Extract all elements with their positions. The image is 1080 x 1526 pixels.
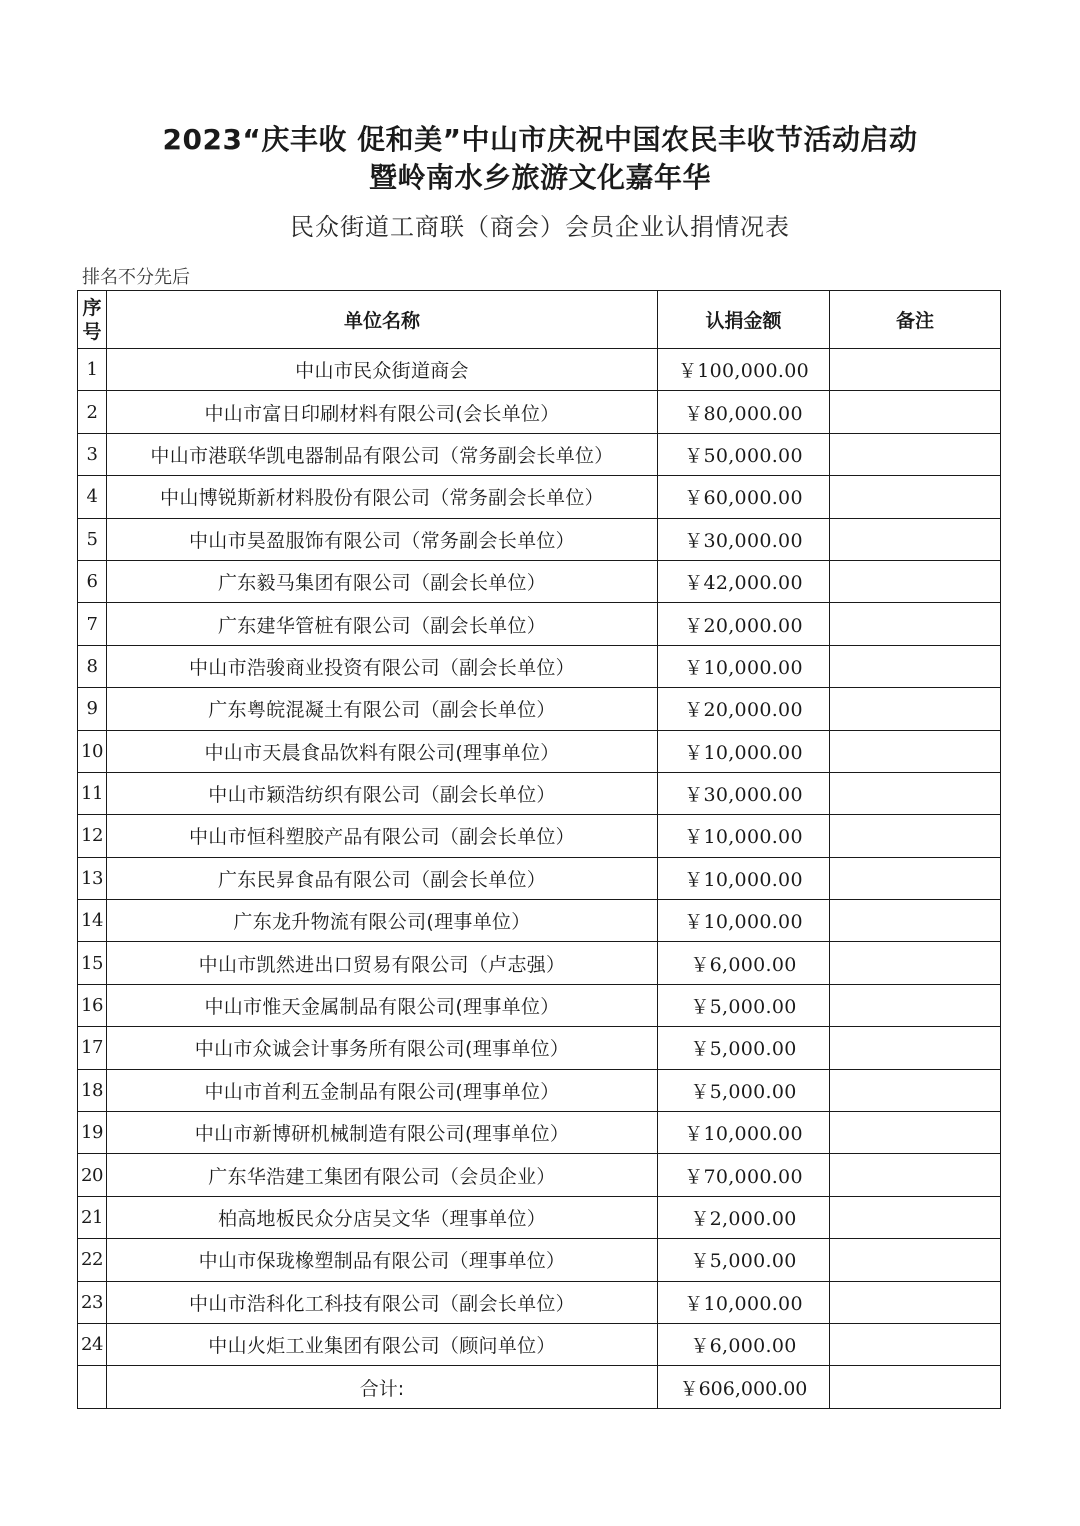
row-remark xyxy=(830,1281,1001,1323)
table-row xyxy=(78,1239,1001,1281)
row-seq: 19 xyxy=(78,1112,107,1154)
row-remark xyxy=(830,900,1001,942)
row-remark xyxy=(830,1069,1001,1111)
row-amount: ￥6,000.00 xyxy=(658,1323,830,1365)
row-unit-name: 中山市凯然进出口贸易有限公司（卢志强） xyxy=(107,942,658,984)
row-unit-name: 中山市首利五金制品有限公司(理事单位） xyxy=(107,1069,658,1111)
row-amount: ￥60,000.00 xyxy=(658,476,830,518)
row-remark xyxy=(830,476,1001,518)
row-remark xyxy=(830,1027,1001,1069)
row-remark xyxy=(830,942,1001,984)
row-seq: 9 xyxy=(78,688,107,730)
row-amount: ￥30,000.00 xyxy=(658,518,830,560)
row-unit-name: 广东建华管桩有限公司（副会长单位） xyxy=(107,603,658,645)
table-row xyxy=(78,1027,1001,1069)
row-seq: 6 xyxy=(78,560,107,602)
row-unit-name: 中山市众诚会计事务所有限公司(理事单位） xyxy=(107,1027,658,1069)
row-unit-name: 中山市浩骏商业投资有限公司（副会长单位） xyxy=(107,645,658,687)
document-title-line-1: 2023“庆丰收 促和美”中山市庆祝中国农民丰收节活动启动 xyxy=(162,123,918,156)
total-remark-cell xyxy=(830,1366,1001,1408)
row-seq: 8 xyxy=(78,645,107,687)
row-amount: ￥2,000.00 xyxy=(658,1196,830,1238)
table-row xyxy=(78,815,1001,857)
row-amount: ￥50,000.00 xyxy=(658,433,830,475)
row-unit-name: 中山市颖浩纺织有限公司（副会长单位） xyxy=(107,772,658,814)
row-unit-name: 中山市昊盈服饰有限公司（常务副会长单位） xyxy=(107,518,658,560)
row-unit-name: 广东华浩建工集团有限公司（会员企业） xyxy=(107,1154,658,1196)
row-unit-name: 中山市港联华凯电器制品有限公司（常务副会长单位） xyxy=(107,433,658,475)
row-unit-name: 柏高地板民众分店吴文华（理事单位） xyxy=(107,1196,658,1238)
row-seq: 2 xyxy=(78,391,107,433)
row-amount: ￥70,000.00 xyxy=(658,1154,830,1196)
row-unit-name: 中山市惟天金属制品有限公司(理事单位） xyxy=(107,984,658,1026)
row-amount: ￥10,000.00 xyxy=(658,815,830,857)
row-remark xyxy=(830,815,1001,857)
row-remark xyxy=(830,1196,1001,1238)
table-row xyxy=(78,900,1001,942)
row-amount: ￥10,000.00 xyxy=(658,857,830,899)
row-seq: 21 xyxy=(78,1196,107,1238)
row-amount: ￥5,000.00 xyxy=(658,1027,830,1069)
row-seq: 13 xyxy=(78,857,107,899)
table-row xyxy=(78,391,1001,433)
table-row xyxy=(78,688,1001,730)
row-amount: ￥10,000.00 xyxy=(658,1112,830,1154)
row-remark xyxy=(830,433,1001,475)
row-unit-name: 中山火炬工业集团有限公司（顾问单位） xyxy=(107,1323,658,1365)
document-subtitle: 民众街道工商联（商会）会员企业认捐情况表 xyxy=(290,213,790,241)
row-remark xyxy=(830,730,1001,772)
row-unit-name: 广东粤皖混凝土有限公司（副会长单位） xyxy=(107,688,658,730)
table-row xyxy=(78,857,1001,899)
table-row xyxy=(78,1323,1001,1365)
ranking-note: 排名不分先后 xyxy=(82,267,190,288)
row-remark xyxy=(830,1239,1001,1281)
total-label: 合计: xyxy=(107,1366,658,1408)
row-unit-name: 中山市新博研机械制造有限公司(理事单位） xyxy=(107,1112,658,1154)
header-amount: 认捐金额 xyxy=(658,291,830,349)
row-amount: ￥30,000.00 xyxy=(658,772,830,814)
row-amount: ￥5,000.00 xyxy=(658,1069,830,1111)
row-unit-name: 广东龙升物流有限公司(理事单位） xyxy=(107,900,658,942)
row-remark xyxy=(830,560,1001,602)
row-unit-name: 广东民昇食品有限公司（副会长单位） xyxy=(107,857,658,899)
table-row xyxy=(78,984,1001,1026)
row-seq: 24 xyxy=(78,1323,107,1365)
row-remark xyxy=(830,688,1001,730)
table-row xyxy=(78,349,1001,391)
row-amount: ￥5,000.00 xyxy=(658,984,830,1026)
row-seq: 17 xyxy=(78,1027,107,1069)
row-amount: ￥100,000.00 xyxy=(658,349,830,391)
table-header-row xyxy=(78,291,1001,349)
row-remark xyxy=(830,772,1001,814)
row-seq: 14 xyxy=(78,900,107,942)
row-amount: ￥10,000.00 xyxy=(658,1281,830,1323)
row-unit-name: 中山市天晨食品饮料有限公司(理事单位） xyxy=(107,730,658,772)
row-seq: 5 xyxy=(78,518,107,560)
row-unit-name: 中山市恒科塑胶产品有限公司（副会长单位） xyxy=(107,815,658,857)
row-unit-name: 中山市浩科化工科技有限公司（副会长单位） xyxy=(107,1281,658,1323)
table-row xyxy=(78,1112,1001,1154)
table-row xyxy=(78,772,1001,814)
table-row xyxy=(78,645,1001,687)
row-remark xyxy=(830,1112,1001,1154)
row-remark xyxy=(830,1323,1001,1365)
row-seq: 11 xyxy=(78,772,107,814)
row-seq: 4 xyxy=(78,476,107,518)
total-amount: ￥606,000.00 xyxy=(658,1366,830,1408)
total-row xyxy=(78,1366,1001,1408)
row-unit-name: 中山市保珑橡塑制品有限公司（理事单位） xyxy=(107,1239,658,1281)
row-seq: 7 xyxy=(78,603,107,645)
total-seq-cell xyxy=(78,1366,107,1408)
table-row xyxy=(78,1196,1001,1238)
table-row xyxy=(78,730,1001,772)
table-body xyxy=(78,349,1001,1366)
table-row xyxy=(78,560,1001,602)
row-amount: ￥6,000.00 xyxy=(658,942,830,984)
row-seq: 20 xyxy=(78,1154,107,1196)
header-seq: 序号 xyxy=(78,291,107,349)
row-unit-name: 中山市富日印刷材料有限公司(会长单位） xyxy=(107,391,658,433)
table-row xyxy=(78,1069,1001,1111)
table-row xyxy=(78,1281,1001,1323)
row-seq: 10 xyxy=(78,730,107,772)
row-amount: ￥10,000.00 xyxy=(658,900,830,942)
table-row xyxy=(78,433,1001,475)
header-remark: 备注 xyxy=(830,291,1001,349)
row-remark xyxy=(830,603,1001,645)
table-row xyxy=(78,603,1001,645)
row-seq: 1 xyxy=(78,349,107,391)
header-name: 单位名称 xyxy=(107,291,658,349)
table-row xyxy=(78,1154,1001,1196)
row-remark xyxy=(830,645,1001,687)
row-amount: ￥42,000.00 xyxy=(658,560,830,602)
row-seq: 16 xyxy=(78,984,107,1026)
row-remark xyxy=(830,1154,1001,1196)
row-amount: ￥80,000.00 xyxy=(658,391,830,433)
row-remark xyxy=(830,857,1001,899)
table-row xyxy=(78,942,1001,984)
row-amount: ￥10,000.00 xyxy=(658,645,830,687)
table-row xyxy=(78,518,1001,560)
row-remark xyxy=(830,349,1001,391)
row-unit-name: 中山市民众街道商会 xyxy=(107,349,658,391)
row-seq: 3 xyxy=(78,433,107,475)
document-title-line-2: 暨岭南水乡旅游文化嘉年华 xyxy=(368,161,711,194)
row-seq: 15 xyxy=(78,942,107,984)
table-row xyxy=(78,476,1001,518)
row-seq: 18 xyxy=(78,1069,107,1111)
row-seq: 23 xyxy=(78,1281,107,1323)
row-unit-name: 中山博锐斯新材料股份有限公司（常务副会长单位） xyxy=(107,476,658,518)
row-remark xyxy=(830,518,1001,560)
row-amount: ￥20,000.00 xyxy=(658,688,830,730)
row-amount: ￥20,000.00 xyxy=(658,603,830,645)
row-remark xyxy=(830,391,1001,433)
row-amount: ￥10,000.00 xyxy=(658,730,830,772)
row-amount: ￥5,000.00 xyxy=(658,1239,830,1281)
row-remark xyxy=(830,984,1001,1026)
donation-table xyxy=(77,290,1001,1409)
row-seq: 12 xyxy=(78,815,107,857)
row-unit-name: 广东毅马集团有限公司（副会长单位） xyxy=(107,560,658,602)
row-seq: 22 xyxy=(78,1239,107,1281)
